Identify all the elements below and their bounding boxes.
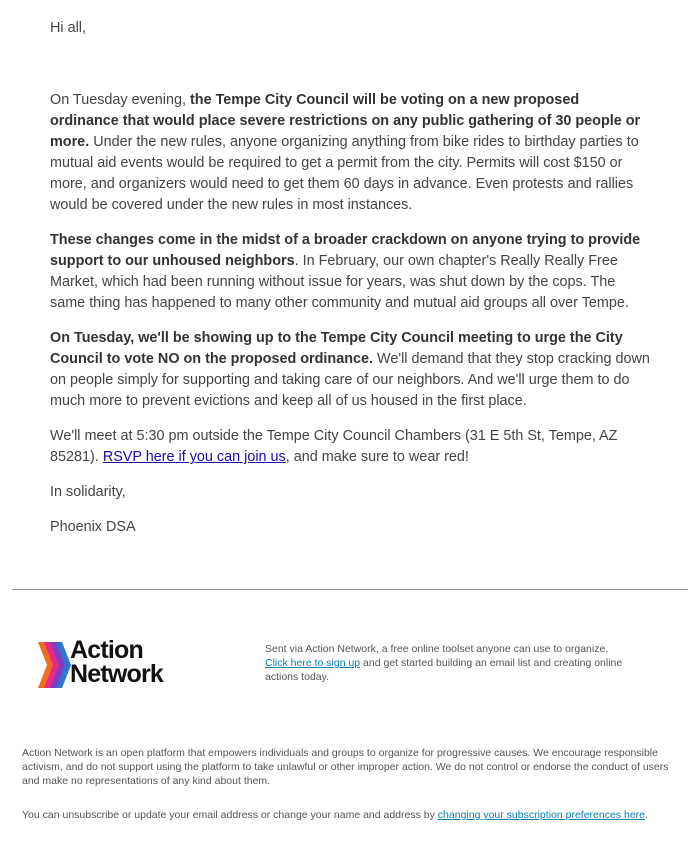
p4-rest: , and make sure to wear red!	[285, 449, 469, 466]
subscription-preferences-link[interactable]: changing your subscription preferences here	[437, 809, 646, 821]
paragraph-tuesday	[50, 328, 650, 412]
paragraph-crackdown	[50, 230, 650, 314]
unsubscribe-text	[22, 808, 692, 822]
logo-line-2: Network	[70, 660, 164, 688]
unsubscribe-lead: You can unsubscribe or update your email address or change your name and address by	[22, 809, 438, 821]
p1-bold: the Tempe City Council will be voting on a new proposed ordinance that would place severe restrictions on any public gathering of 30 people or more.	[50, 92, 641, 151]
p1-rest: Under the new rules, anyone organizing anything from bike rides to birthday parties to mutual aid events would be required to get a permit from the city. Permits will cost $150 or more, and organizers would need to get them 60 days in advance. Even protests and rallies would be covered under the new rules in most instances.	[50, 134, 639, 214]
action-network-logo[interactable]	[38, 636, 198, 690]
disclaimer-text: Action Network is an open platform that empowers individuals and groups to organize for progressive causes. We encourage responsible activism, and do not support using the platform to take unlawful or other improper action. We do not control or endorse the conduct of users and make no representations of any kind about them.	[22, 747, 669, 787]
closing: In solidarity,	[50, 484, 126, 501]
sent-via-rest: and get started building an email list and creating online actions today.	[265, 657, 623, 683]
paragraph-ordinance	[50, 90, 650, 216]
p3-bold: On Tuesday, we'll be showing up to the Tempe City Council meeting to urge the City Council to vote NO on the proposed ordinance.	[50, 330, 623, 368]
p2-rest: . In February, our own chapter's Really Really Free Market, which had been running without issue for years, was shut down by the cops. The same thing has happened to many other community and mutual aid groups all over Tempe.	[50, 253, 629, 312]
sent-via-lead: Sent via Action Network, a free online toolset anyone can use to organize.	[265, 643, 609, 655]
p1-lead: On Tuesday evening,	[50, 92, 190, 109]
sent-via-text	[265, 642, 635, 684]
greeting: Hi all,	[50, 20, 86, 36]
footer-divider	[12, 589, 688, 590]
p3-rest: We'll demand that they stop cracking down on people simply for supporting and taking care of our neighbors. And we'll urge them to do much more to prevent evictions and keep all of us housed in the first place.	[50, 351, 650, 410]
signature: Phoenix DSA	[50, 519, 136, 536]
paragraph-meeting	[50, 426, 650, 468]
rsvp-link[interactable]: RSVP here if you can join us	[102, 449, 286, 466]
unsubscribe-end: .	[645, 809, 648, 821]
logo-chevrons-icon	[38, 640, 72, 690]
logo-line-1: Action	[70, 636, 143, 664]
p2-bold: These changes come in the midst of a broader crackdown on anyone trying to provide support to our unhoused neighbors	[50, 232, 641, 270]
sign-up-link[interactable]: Click here to sign up	[265, 657, 361, 669]
p4-lead: We'll meet at 5:30 pm outside the Tempe City Council Chambers (31 E 5th St, Tempe, AZ 85281).	[50, 428, 618, 466]
